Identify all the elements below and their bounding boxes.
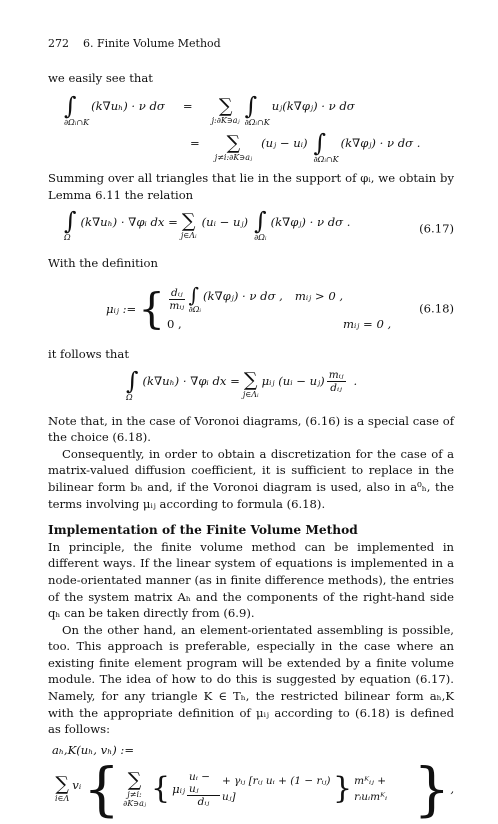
fraction-u-over-d: $\frac{\text{uᵢ − uⱼ}}{\text{dᵢⱼ}}$ <box>187 771 220 808</box>
section-heading: Implementation of the Finite Volume Method <box>48 523 358 538</box>
integral-sign: ∫ ∂Ωᵢ∩K <box>313 129 339 165</box>
eq1-equals: = <box>182 99 193 114</box>
gamma-term: + γᵢⱼ [rᵢⱼ uᵢ + (1 − rᵢⱼ) uⱼ] <box>221 774 331 804</box>
equation-bilinear-form <box>52 742 455 824</box>
follow-lhs: (k∇uₕ) · ∇φᵢ dx = <box>142 373 240 388</box>
equation-6-17 <box>62 209 454 249</box>
running-header <box>48 36 454 53</box>
outer-right-brace: } <box>413 755 451 824</box>
case-2 <box>167 316 391 333</box>
sum-sign: ∑ j:∂K∋aⱼ <box>211 94 240 125</box>
eq1-equals-2: = <box>190 136 200 151</box>
mu-ij: μᵢⱼ <box>172 782 186 797</box>
equation-tag-6-18: (6.18) <box>419 301 454 316</box>
integral-sign: ∫ ∂Ωᵢ <box>188 283 201 315</box>
left-brace: { <box>138 283 165 333</box>
eq1-rhs: uⱼ(k∇φⱼ) · ν dσ <box>271 99 355 114</box>
paragraph-element-orientated: On the other hand, an element-orientated assembling is possible, too. This approach is preferable, especially in the case where an existing finite element program will be extended by a finite volume module. The idea of how to do this is suggested by equation (6.17). Namely, for any triangle K ∈ Tₕ, the restricted bilinear form aₕ,K with the appropriate definition of μᵢⱼ according to (6.18) is defined as follows: <box>48 622 454 737</box>
fraction-d-over-m: $\frac{\text{dᵢⱼ}}{\text{mᵢⱼ}}$ <box>169 287 185 313</box>
inner-sum-sign: ∑ j≠i: ∂K∋aⱼ <box>123 768 146 808</box>
book-page <box>48 36 454 824</box>
eq1-line2-a: (uⱼ − uᵢ) <box>261 136 308 151</box>
equation-block-1 <box>62 94 454 164</box>
bilinear-lhs: aₕ,K(uₕ, vₕ) := <box>52 742 135 757</box>
case2-expression: 0 , <box>166 317 182 332</box>
integral-sign: ∫ Ω <box>64 207 77 243</box>
eq617-lhs: (k∇uₕ) · ∇φᵢ dx = <box>80 214 178 229</box>
paragraph-summing: Summing over all triangles that lie in the support of φᵢ, we obtain by Lemma 6.11 the relation <box>48 171 454 202</box>
sum-sign: ∑ j≠i:∂K∋aⱼ <box>214 131 253 162</box>
fraction-m-over-d: $\frac{\text{mᵢⱼ}}{\text{dᵢⱼ}}$ <box>328 368 344 394</box>
eq617-mid: (uᵢ − uⱼ) <box>201 214 249 229</box>
eq617-rhs: (k∇φⱼ) · ν dσ . <box>270 214 351 229</box>
paragraph-consequently: Consequently, in order to obtain a discretization for the case of a matrix-valued diffusion coefficient, it is sufficient to replace in the bilinear form bₕ and, if the Voronoi diagram is used, also in a⁰ₕ, the terms involving μᵢⱼ according to formula (6.18). <box>48 446 454 511</box>
case1-expression: (k∇φⱼ) · ν dσ , <box>203 289 283 304</box>
page-number: 272 <box>48 37 69 50</box>
paragraph-follows: it follows that <box>48 346 129 361</box>
bilinear-end: , <box>450 782 455 797</box>
case2-condition: mᵢⱼ = 0 , <box>342 317 392 332</box>
inner-right-brace: } <box>333 771 353 807</box>
integral-sign: ∫ ∂Ωᵢ∩K <box>244 92 270 128</box>
v-i: vᵢ <box>72 778 82 793</box>
follow-end: . <box>353 373 358 388</box>
integral-sign: ∫ Ω <box>126 366 139 402</box>
paragraph-note: Note that, in the case of Voronoi diagrams, (6.16) is a special case of the choice (6.18). <box>48 413 454 445</box>
case1-condition: mᵢⱼ > 0 , <box>294 289 344 304</box>
outer-sum-sign: ∑ i∈Λ <box>55 773 70 804</box>
equation-follow <box>124 366 454 407</box>
equation-line-1 <box>62 94 454 127</box>
equation-6-18 <box>106 278 454 340</box>
inner-left-brace: { <box>150 771 171 807</box>
outer-left-brace: { <box>83 755 121 824</box>
eq1-lhs: (k∇uₕ) · ν dσ <box>91 99 165 114</box>
paragraph-definition: With the definition <box>48 256 158 271</box>
equation-line-2 <box>62 131 454 164</box>
integral-sign: ∫ ∂Ωᵢ <box>254 207 267 243</box>
follow-mid: μᵢⱼ (uᵢ − uⱼ) <box>261 373 325 388</box>
paragraph-intro: we easily see that <box>48 70 153 85</box>
sum-sign: ∑ j∈Λᵢ <box>180 209 197 240</box>
after-term: mᴷᵢⱼ + rᵢuᵢmᴷᵢ <box>354 774 388 804</box>
case-1 <box>167 285 391 314</box>
paragraph-principle: In principle, the finite volume method can be implemented in different ways. If the linear system of equations is implemented in a node-orientated manner (as in finite difference methods), the entries of the system matrix Aₕ and the components of the right-hand side qₕ can be taken directly from (6.9). <box>48 539 454 621</box>
equation-tag-6-17: (6.17) <box>419 222 454 237</box>
chapter-title: 6. Finite Volume Method <box>83 37 221 50</box>
eq1-line2-b: (k∇φⱼ) · ν dσ . <box>340 136 421 151</box>
sum-sign: ∑ j∈Λᵢ <box>242 369 259 400</box>
eq618-lhs: μᵢⱼ := <box>106 301 137 316</box>
integral-sign: ∫ ∂Ωᵢ∩K <box>64 92 90 128</box>
